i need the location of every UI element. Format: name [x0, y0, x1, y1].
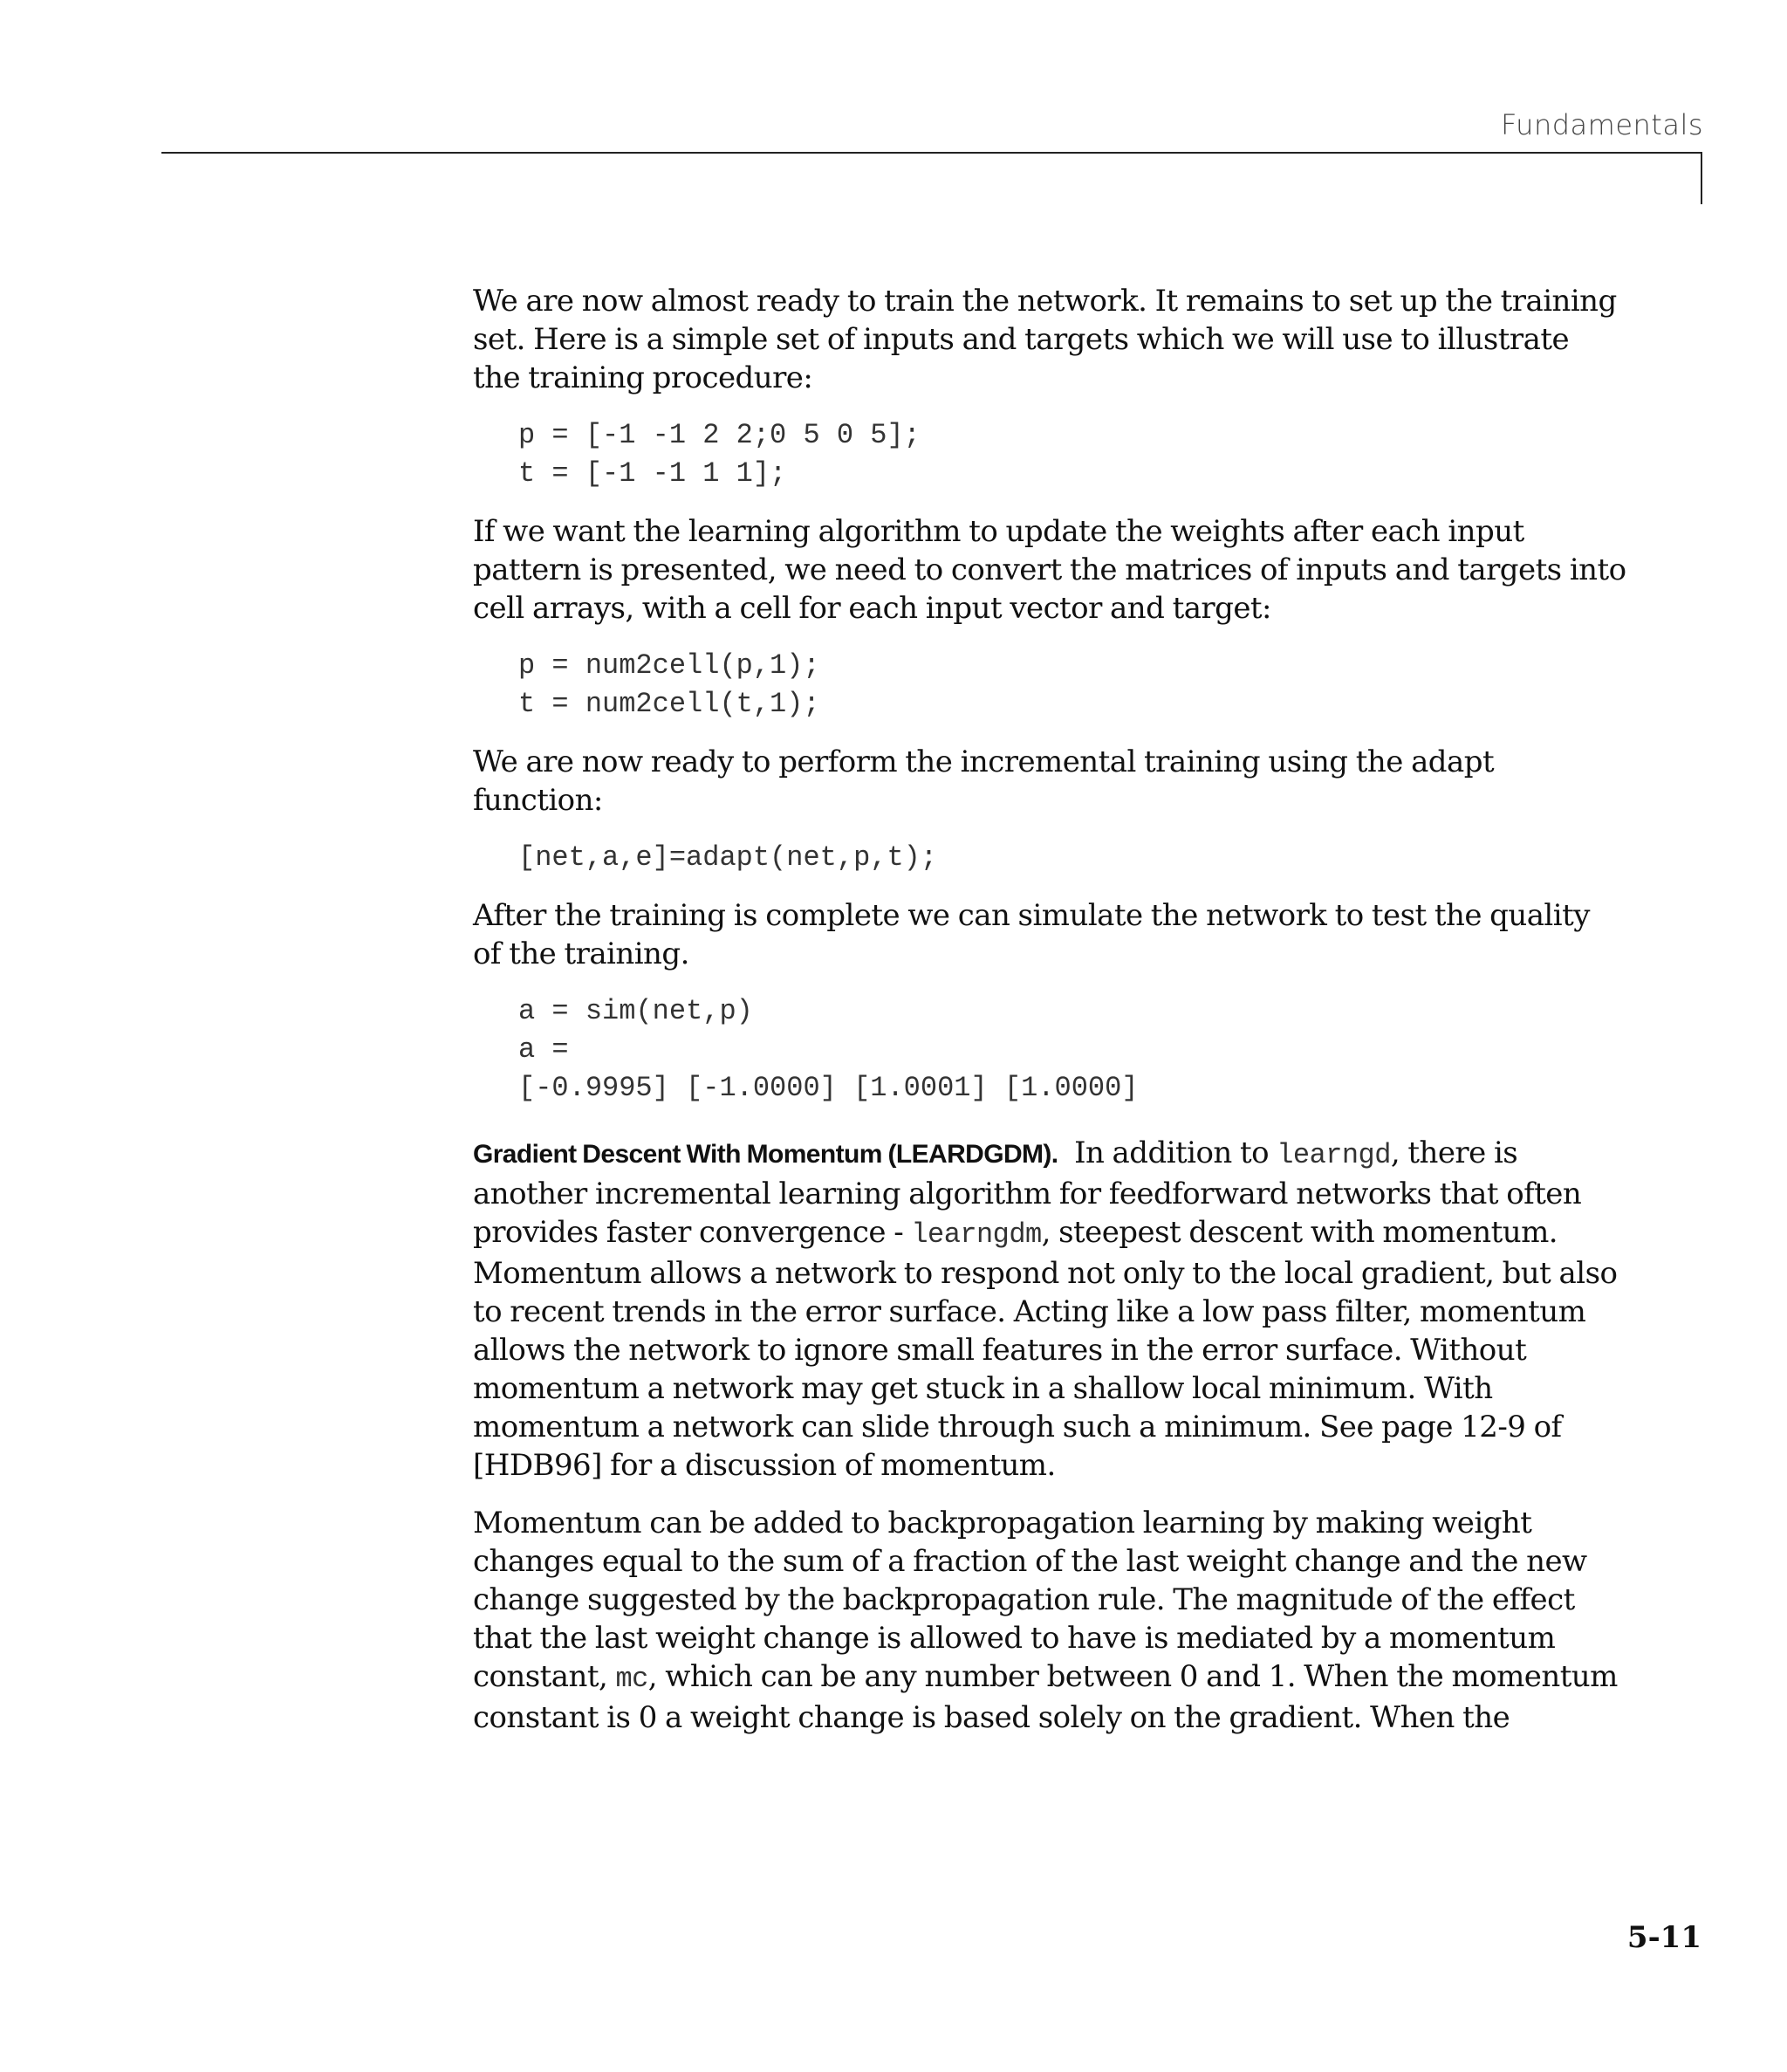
code-block-adapt	[518, 839, 1625, 877]
code-block-num2cell	[518, 647, 1625, 724]
text-line: We are now almost ready to train the network. It remains to set up the training	[473, 284, 1617, 319]
code-line: t = num2cell(t,1);	[518, 688, 820, 720]
code-line: p = num2cell(p,1);	[518, 649, 820, 682]
text-run: , steepest descent with momentum.	[1041, 1215, 1558, 1250]
code-line: a = sim(net,p)	[518, 995, 753, 1027]
inline-code-mc: mc	[615, 1663, 648, 1695]
text-line: momentum a network may get stuck in a shallow local minimum. With	[473, 1371, 1493, 1406]
text-line: Momentum allows a network to respond not only to the local gradient, but also	[473, 1256, 1618, 1291]
section-title: Fundamentals	[1501, 108, 1703, 141]
code-line: p = [-1 -1 2 2;0 5 0 5];	[518, 419, 921, 451]
text-line: After the training is complete we can simulate the network to test the quality	[473, 898, 1590, 933]
text-run: provides faster convergence -	[473, 1215, 912, 1250]
paragraph-incremental-training	[473, 743, 1625, 820]
page-body	[473, 282, 1625, 1737]
paragraph-momentum-intro	[473, 1134, 1625, 1485]
text-line: change suggested by the backpropagation rule. The magnitude of the effect	[473, 1582, 1575, 1617]
text-line: If we want the learning algorithm to update the weights after each input	[473, 514, 1524, 549]
text-line: another incremental learning algorithm for feedforward networks that often	[473, 1177, 1582, 1211]
text-run: , which can be any number between 0 and 1. When the momentum	[647, 1659, 1618, 1694]
text-line: constant is 0 a weight change is based solely on the gradient. When the	[473, 1700, 1510, 1735]
text-run: constant,	[473, 1659, 616, 1694]
code-line: [-0.9995] [-1.0000] [1.0001] [1.0000]	[518, 1072, 1139, 1104]
text-line	[473, 1213, 1625, 1254]
code-line: [net,a,e]=adapt(net,p,t);	[518, 841, 938, 874]
text-line: of the training.	[473, 937, 689, 971]
code-line: t = [-1 -1 1 1];	[518, 457, 787, 490]
paragraph-simulate	[473, 896, 1625, 973]
text-line: that the last weight change is allowed to have is mediated by a momentum	[473, 1621, 1556, 1656]
paragraph-cell-arrays	[473, 512, 1625, 628]
text-line	[473, 1134, 1625, 1175]
text-line: We are now ready to perform the incremental training using the adapt	[473, 744, 1495, 779]
inline-code-learngd: learngd	[1277, 1139, 1391, 1171]
run-in-heading: Gradient Descent With Momentum (LEARDGDM).	[473, 1140, 1058, 1169]
code-block-inputs-targets	[518, 416, 1625, 493]
text-line: [HDB96] for a discussion of momentum.	[473, 1448, 1056, 1483]
page-number: 5-11	[1626, 1920, 1701, 1955]
code-line: a =	[518, 1033, 569, 1066]
paragraph-training-set	[473, 282, 1625, 397]
text-line: pattern is presented, we need to convert the matrices of inputs and targets into	[473, 552, 1626, 587]
inline-code-learngdm: learngdm	[911, 1218, 1042, 1251]
paragraph-momentum-constant	[473, 1504, 1625, 1737]
text-line: the training procedure:	[473, 360, 813, 395]
text-line: changes equal to the sum of a fraction of the last weight change and the new	[473, 1544, 1587, 1579]
text-run: , there is	[1390, 1135, 1518, 1170]
text-line: momentum a network can slide through such a minimum. See page 12-9 of	[473, 1410, 1562, 1444]
header-rule-tick	[1701, 152, 1702, 204]
text-line: allows the network to ignore small features in the error surface. Without	[473, 1333, 1527, 1368]
code-block-sim-output	[518, 992, 1625, 1108]
text-line: cell arrays, with a cell for each input vector and target:	[473, 591, 1271, 626]
text-line: function:	[473, 783, 603, 818]
text-line: set. Here is a simple set of inputs and targets which we will use to illustrate	[473, 322, 1570, 357]
text-line	[473, 1657, 1625, 1698]
header-rule	[161, 152, 1701, 154]
text-line: to recent trends in the error surface. Acting like a low pass filter, momentum	[473, 1294, 1586, 1329]
text-line: Momentum can be added to backpropagation learning by making weight	[473, 1506, 1532, 1540]
text-run: In addition to	[1074, 1135, 1277, 1170]
